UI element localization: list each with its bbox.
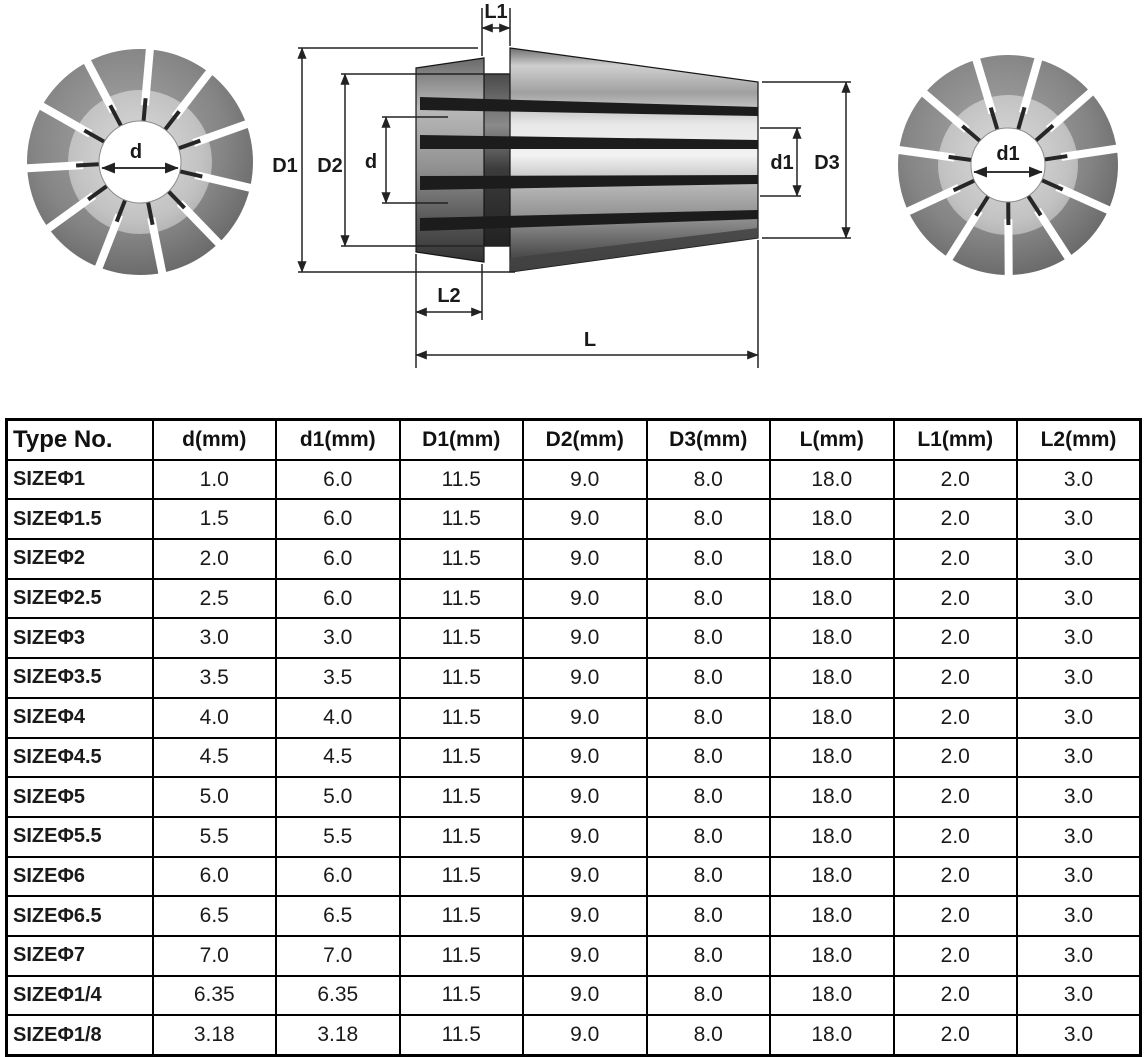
value-cell: 9.0	[523, 658, 647, 698]
value-cell: 9.0	[523, 777, 647, 817]
value-cell: 6.0	[153, 857, 277, 897]
value-cell: 1.5	[153, 499, 277, 539]
value-cell: 9.0	[523, 460, 647, 500]
value-cell: 4.0	[276, 698, 400, 738]
value-cell: 8.0	[647, 817, 771, 857]
value-cell: 6.0	[276, 857, 400, 897]
value-cell: 11.5	[400, 658, 524, 698]
value-cell: 18.0	[770, 857, 894, 897]
value-cell: 8.0	[647, 738, 771, 778]
value-cell: 6.0	[276, 579, 400, 619]
collet-rear-view	[896, 55, 1119, 277]
value-cell: 2.0	[894, 976, 1018, 1016]
value-cell: 6.35	[153, 976, 277, 1016]
type-cell: SIZEΦ5.5	[7, 817, 153, 857]
value-cell: 2.0	[894, 539, 1018, 579]
value-cell: 6.0	[276, 539, 400, 579]
dim-L2	[416, 254, 482, 368]
value-cell: 2.0	[894, 658, 1018, 698]
table-row	[7, 698, 1141, 738]
value-cell: 9.0	[523, 896, 647, 936]
header-d2mm: D2(mm)	[523, 420, 647, 460]
value-cell: 6.5	[153, 896, 277, 936]
header-d1mm: D1(mm)	[400, 420, 524, 460]
value-cell: 7.0	[276, 936, 400, 976]
value-cell: 3.0	[1017, 499, 1141, 539]
table-row	[7, 857, 1141, 897]
value-cell: 18.0	[770, 738, 894, 778]
value-cell: 5.5	[276, 817, 400, 857]
value-cell: 2.5	[153, 579, 277, 619]
value-cell: 11.5	[400, 499, 524, 539]
value-cell: 3.0	[153, 618, 277, 658]
value-cell: 18.0	[770, 499, 894, 539]
table-row	[7, 618, 1141, 658]
table-header-row	[7, 420, 1141, 460]
value-cell: 8.0	[647, 857, 771, 897]
value-cell: 3.0	[1017, 817, 1141, 857]
header-d3mm: D3(mm)	[647, 420, 771, 460]
header-lmm: L(mm)	[770, 420, 894, 460]
table-row	[7, 936, 1141, 976]
value-cell: 11.5	[400, 777, 524, 817]
type-cell: SIZEΦ5	[7, 777, 153, 817]
value-cell: 8.0	[647, 698, 771, 738]
dim-label-L2: L2	[437, 285, 461, 307]
value-cell: 3.0	[1017, 539, 1141, 579]
value-cell: 11.5	[400, 896, 524, 936]
type-cell: SIZEΦ7	[7, 936, 153, 976]
type-cell: SIZEΦ3.5	[7, 658, 153, 698]
value-cell: 2.0	[894, 618, 1018, 658]
value-cell: 7.0	[153, 936, 277, 976]
dim-label-d: d	[364, 151, 378, 173]
table-row	[7, 499, 1141, 539]
value-cell: 3.0	[1017, 698, 1141, 738]
spec-table	[5, 418, 1142, 1057]
value-cell: 11.5	[400, 460, 524, 500]
value-cell: 18.0	[770, 658, 894, 698]
value-cell: 18.0	[770, 936, 894, 976]
value-cell: 2.0	[894, 579, 1018, 619]
value-cell: 11.5	[400, 738, 524, 778]
value-cell: 9.0	[523, 936, 647, 976]
value-cell: 3.0	[1017, 1015, 1141, 1055]
type-cell: SIZEΦ4.5	[7, 738, 153, 778]
header-l2mm: L2(mm)	[1017, 420, 1141, 460]
value-cell: 3.0	[276, 618, 400, 658]
table-row	[7, 658, 1141, 698]
value-cell: 11.5	[400, 857, 524, 897]
value-cell: 18.0	[770, 579, 894, 619]
value-cell: 4.5	[276, 738, 400, 778]
dim-label-D3: D3	[814, 152, 840, 174]
value-cell: 4.0	[153, 698, 277, 738]
value-cell: 6.0	[276, 499, 400, 539]
value-cell: 2.0	[894, 857, 1018, 897]
dim-label-front-d: d	[129, 141, 143, 163]
dim-label-D2: D2	[317, 155, 343, 177]
value-cell: 3.0	[1017, 777, 1141, 817]
value-cell: 11.5	[400, 1015, 524, 1055]
type-cell: SIZEΦ3	[7, 618, 153, 658]
value-cell: 3.5	[276, 658, 400, 698]
value-cell: 2.0	[894, 738, 1018, 778]
type-cell: SIZEΦ4	[7, 698, 153, 738]
type-cell: SIZEΦ1	[7, 460, 153, 500]
type-cell: SIZEΦ6	[7, 857, 153, 897]
header-dmm: d(mm)	[153, 420, 277, 460]
value-cell: 8.0	[647, 658, 771, 698]
value-cell: 8.0	[647, 618, 771, 658]
value-cell: 2.0	[153, 539, 277, 579]
value-cell: 3.0	[1017, 579, 1141, 619]
value-cell: 4.5	[153, 738, 277, 778]
value-cell: 3.0	[1017, 936, 1141, 976]
dim-label-L1: L1	[484, 1, 508, 23]
value-cell: 11.5	[400, 539, 524, 579]
table-row	[7, 817, 1141, 857]
collet-side-view	[416, 48, 758, 272]
value-cell: 18.0	[770, 618, 894, 658]
table-row	[7, 579, 1141, 619]
value-cell: 11.5	[400, 936, 524, 976]
value-cell: 3.0	[1017, 460, 1141, 500]
value-cell: 18.0	[770, 698, 894, 738]
collet-front-view	[25, 47, 253, 275]
type-cell: SIZEΦ2.5	[7, 579, 153, 619]
table-row	[7, 896, 1141, 936]
type-cell: SIZEΦ1.5	[7, 499, 153, 539]
value-cell: 18.0	[770, 817, 894, 857]
dim-label-d1: d1	[770, 152, 794, 174]
value-cell: 9.0	[523, 817, 647, 857]
table-row	[7, 460, 1141, 500]
table-row	[7, 777, 1141, 817]
value-cell: 8.0	[647, 1015, 771, 1055]
value-cell: 9.0	[523, 499, 647, 539]
dim-label-rear-d1: d1	[996, 143, 1020, 165]
table-body	[7, 460, 1141, 1056]
header-type-no: Type No.	[7, 420, 153, 460]
value-cell: 8.0	[647, 499, 771, 539]
value-cell: 11.5	[400, 579, 524, 619]
spec-table-container	[5, 418, 1142, 1057]
value-cell: 3.0	[1017, 658, 1141, 698]
value-cell: 6.5	[276, 896, 400, 936]
value-cell: 3.18	[276, 1015, 400, 1055]
table-row	[7, 539, 1141, 579]
value-cell: 2.0	[894, 896, 1018, 936]
value-cell: 18.0	[770, 460, 894, 500]
value-cell: 9.0	[523, 579, 647, 619]
value-cell: 9.0	[523, 698, 647, 738]
value-cell: 18.0	[770, 976, 894, 1016]
value-cell: 2.0	[894, 460, 1018, 500]
value-cell: 3.0	[1017, 857, 1141, 897]
value-cell: 5.5	[153, 817, 277, 857]
value-cell: 18.0	[770, 777, 894, 817]
value-cell: 8.0	[647, 777, 771, 817]
value-cell: 2.0	[894, 817, 1018, 857]
type-cell: SIZEΦ6.5	[7, 896, 153, 936]
value-cell: 2.0	[894, 1015, 1018, 1055]
value-cell: 8.0	[647, 976, 771, 1016]
value-cell: 3.5	[153, 658, 277, 698]
value-cell: 2.0	[894, 777, 1018, 817]
header-l1mm: L1(mm)	[894, 420, 1018, 460]
value-cell: 9.0	[523, 618, 647, 658]
value-cell: 3.0	[1017, 896, 1141, 936]
value-cell: 8.0	[647, 539, 771, 579]
type-cell: SIZEΦ1/8	[7, 1015, 153, 1055]
value-cell: 8.0	[647, 936, 771, 976]
value-cell: 2.0	[894, 499, 1018, 539]
value-cell: 5.0	[153, 777, 277, 817]
type-cell: SIZEΦ1/4	[7, 976, 153, 1016]
value-cell: 8.0	[647, 460, 771, 500]
value-cell: 8.0	[647, 896, 771, 936]
value-cell: 3.0	[1017, 976, 1141, 1016]
value-cell: 6.35	[276, 976, 400, 1016]
value-cell: 11.5	[400, 817, 524, 857]
header-d1mm: d1(mm)	[276, 420, 400, 460]
value-cell: 9.0	[523, 738, 647, 778]
value-cell: 11.5	[400, 698, 524, 738]
value-cell: 3.0	[1017, 738, 1141, 778]
value-cell: 9.0	[523, 857, 647, 897]
value-cell: 18.0	[770, 1015, 894, 1055]
value-cell: 9.0	[523, 976, 647, 1016]
table-row	[7, 976, 1141, 1016]
dim-label-D1: D1	[272, 155, 298, 177]
value-cell: 8.0	[647, 579, 771, 619]
value-cell: 5.0	[276, 777, 400, 817]
value-cell: 11.5	[400, 976, 524, 1016]
value-cell: 9.0	[523, 539, 647, 579]
value-cell: 18.0	[770, 896, 894, 936]
collet-dimension-diagram	[0, 0, 1147, 415]
value-cell: 3.18	[153, 1015, 277, 1055]
value-cell: 6.0	[276, 460, 400, 500]
value-cell: 2.0	[894, 936, 1018, 976]
value-cell: 3.0	[1017, 618, 1141, 658]
type-cell: SIZEΦ2	[7, 539, 153, 579]
value-cell: 9.0	[523, 1015, 647, 1055]
value-cell: 11.5	[400, 618, 524, 658]
value-cell: 2.0	[894, 698, 1018, 738]
value-cell: 1.0	[153, 460, 277, 500]
table-row	[7, 1015, 1141, 1055]
dim-label-L: L	[583, 329, 597, 351]
table-row	[7, 738, 1141, 778]
value-cell: 18.0	[770, 539, 894, 579]
